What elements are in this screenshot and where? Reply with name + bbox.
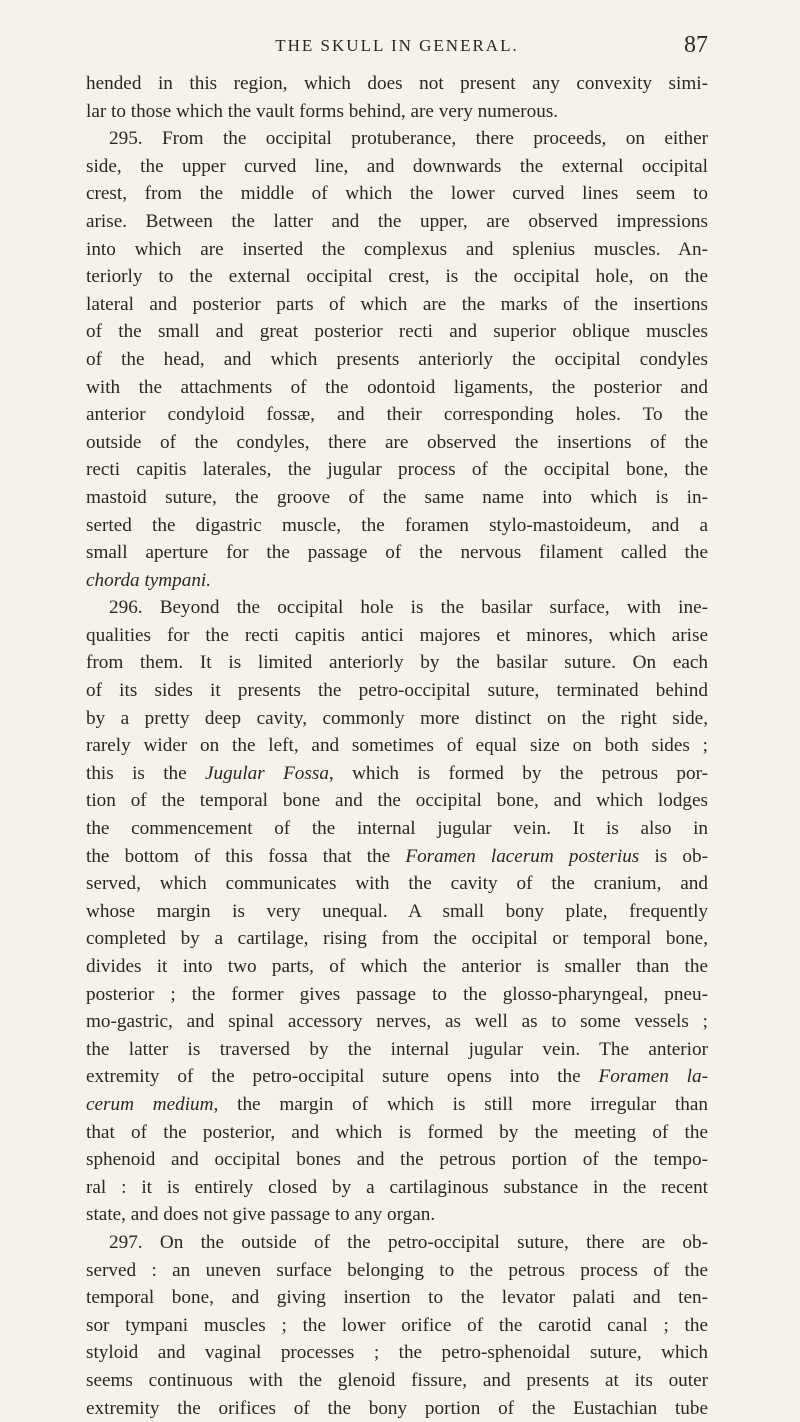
text-line (86, 263, 708, 291)
text-run: seems continuous with the glenoid fissure, and presents at its outer (86, 1370, 708, 1391)
text-run: small aperture for the passage of the nervous filament called the (86, 542, 708, 563)
text-run: of its sides it presents the petro-occipital suture, terminated behind (86, 680, 708, 701)
text-run: outside of the condyles, there are observed the insertions of the (86, 432, 708, 453)
text-line (86, 953, 708, 981)
text-run: ral : it is entirely closed by a cartilaginous substance in the recent (86, 1177, 708, 1198)
text-line (86, 125, 708, 153)
text-line (86, 677, 708, 705)
text-run: completed by a cartilage, rising from the occipital or temporal bone, (86, 928, 708, 949)
text-line (86, 705, 708, 733)
text-run: 296. Beyond the occipital hole is the basilar surface, with ine- (109, 597, 708, 618)
text-line (86, 1119, 708, 1147)
text-line (86, 401, 708, 429)
text-line (86, 1091, 708, 1119)
text-run: of the head, and which presents anteriorly the occipital condyles (86, 349, 708, 370)
text-run: lar to those which the vault forms behind, are very numerous. (86, 101, 558, 122)
text-run: served, which communicates with the cavity of the cranium, and (86, 873, 708, 894)
italic-term: Foramen lacerum posterius (405, 846, 639, 867)
text-run: extremity the orifices of the bony portion of the Eustachian tube (86, 1398, 708, 1419)
text-run: rarely wider on the left, and sometimes of equal size on both sides ; (86, 735, 708, 756)
text-line (86, 374, 708, 402)
text-line (86, 236, 708, 264)
text-run: state, and does not give passage to any organ. (86, 1204, 435, 1225)
text-line (86, 1284, 708, 1312)
text-run: tion of the temporal bone and the occipital bone, and which lodges (86, 790, 708, 811)
text-run: crest, from the middle of which the lower curved lines seem to (86, 183, 708, 204)
text-run: whose margin is very unequal. A small bony plate, frequently (86, 901, 708, 922)
body-text (86, 70, 708, 1422)
text-line (86, 1257, 708, 1285)
text-run: mo-gastric, and spinal accessory nerves, as well as to some vessels ; (86, 1011, 708, 1032)
text-run: by a pretty deep cavity, commonly more distinct on the right side, (86, 708, 708, 729)
text-run: hended in this region, which does not present any convexity simi- (86, 73, 708, 94)
text-line (86, 594, 708, 622)
text-line (86, 567, 708, 595)
text-run: sor tympani muscles ; the lower orifice of the carotid canal ; the (86, 1315, 708, 1336)
text-run: that of the posterior, and which is formed by the meeting of the (86, 1122, 708, 1143)
text-line (86, 1146, 708, 1174)
text-line (86, 429, 708, 457)
text-line (86, 208, 708, 236)
text-line (86, 870, 708, 898)
text-run: 297. On the outside of the petro-occipital suture, there are ob- (109, 1232, 708, 1253)
text-line (86, 291, 708, 319)
italic-term: cerum medium (86, 1094, 214, 1115)
text-line (86, 1063, 708, 1091)
text-run: recti capitis laterales, the jugular process of the occipital bone, the (86, 459, 708, 480)
text-run: anterior condyloid fossæ, and their corresponding holes. To the (86, 404, 708, 425)
text-run: from them. It is limited anteriorly by the basilar suture. On each (86, 652, 708, 673)
running-head (86, 36, 708, 62)
text-run: posterior ; the former gives passage to the glosso-pharyngeal, pneu- (86, 984, 708, 1005)
text-line (86, 1008, 708, 1036)
text-line (86, 70, 708, 98)
italic-term: Foramen la- (599, 1066, 709, 1087)
text-run: with the attachments of the odontoid ligaments, the posterior and (86, 377, 708, 398)
text-line (86, 98, 708, 126)
text-line (86, 318, 708, 346)
text-run: is ob- (639, 846, 708, 867)
text-run: into which are inserted the complexus and splenius muscles. An- (86, 239, 708, 260)
text-line (86, 622, 708, 650)
text-run: the latter is traversed by the internal jugular vein. The anterior (86, 1039, 708, 1060)
text-line (86, 843, 708, 871)
text-run: of the small and great posterior recti and superior oblique muscles (86, 321, 708, 342)
text-line (86, 456, 708, 484)
text-run: the commencement of the internal jugular vein. It is also in (86, 818, 708, 839)
text-run: mastoid suture, the groove of the same name into which is in- (86, 487, 708, 508)
page-number: 87 (684, 32, 708, 59)
text-line (86, 1201, 708, 1229)
text-line (86, 153, 708, 181)
text-run: the bottom of this fossa that the (86, 846, 390, 867)
text-run: sphenoid and occipital bones and the petrous portion of the tempo- (86, 1149, 708, 1170)
text-line (86, 1367, 708, 1395)
text-run: 295. From the occipital protuberance, there proceeds, on either (109, 128, 708, 149)
text-run: serted the digastric muscle, the foramen stylo-mastoideum, and a (86, 515, 708, 536)
text-line (86, 898, 708, 926)
text-run: chorda tympani. (86, 570, 211, 591)
text-line (86, 484, 708, 512)
text-line (86, 1339, 708, 1367)
text-run: served : an uneven surface belonging to the petrous process of the (86, 1260, 708, 1281)
text-run: divides it into two parts, of which the anterior is smaller than the (86, 956, 708, 977)
text-line (86, 981, 708, 1009)
text-line (86, 760, 708, 788)
text-run: teriorly to the external occipital crest, is the occipital hole, on the (86, 266, 708, 287)
text-run: arise. Between the latter and the upper, are observed impressions (86, 211, 708, 232)
text-line (86, 815, 708, 843)
text-run: , the margin of which is still more irregular than (214, 1094, 708, 1115)
text-line (86, 1036, 708, 1064)
text-run: extremity of the petro-occipital suture opens into the (86, 1066, 581, 1087)
italic-term: Jugular Fossa (205, 763, 329, 784)
text-run: side, the upper curved line, and downwards the external occipital (86, 156, 708, 177)
text-line (86, 1312, 708, 1340)
text-line (86, 539, 708, 567)
text-line (86, 649, 708, 677)
text-run: this is the (86, 763, 187, 784)
running-title: THE SKULL IN GENERAL. (86, 36, 708, 56)
text-line (86, 732, 708, 760)
text-run: styloid and vaginal processes ; the petro-sphenoidal suture, which (86, 1342, 708, 1363)
text-line (86, 787, 708, 815)
text-line (86, 512, 708, 540)
text-line (86, 1395, 708, 1422)
text-run: qualities for the recti capitis antici majores et minores, which arise (86, 625, 708, 646)
text-line (86, 1174, 708, 1202)
text-line (86, 925, 708, 953)
text-run: lateral and posterior parts of which are the marks of the insertions (86, 294, 708, 315)
text-line (86, 346, 708, 374)
text-run: , which is formed by the petrous por- (329, 763, 708, 784)
text-line (86, 180, 708, 208)
text-run: temporal bone, and giving insertion to the levator palati and ten- (86, 1287, 708, 1308)
text-line (86, 1229, 708, 1257)
